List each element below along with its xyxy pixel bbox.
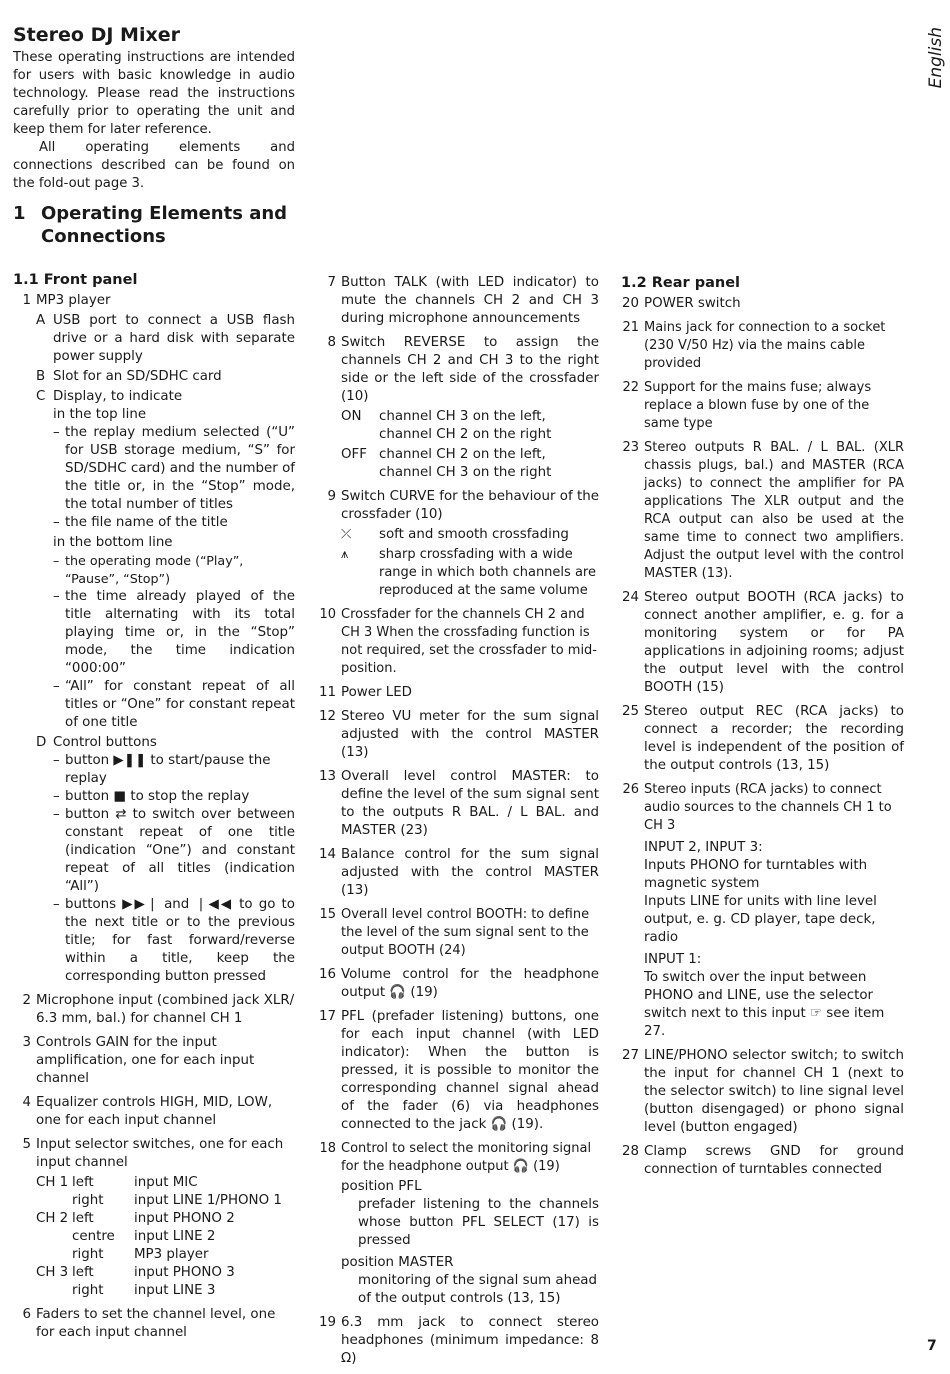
list-item: 19 6.3 mm jack to connect stereo headphones (minimum impedance: 8 Ω) bbox=[318, 1315, 599, 1366]
list-item: 15 Overall level control BOOTH: to define the level of the sum signal sent to the output BOOTH (24) bbox=[319, 907, 590, 958]
position-label: position MASTER bbox=[341, 1255, 454, 1270]
detail-item: – the operating mode (“Play”, “Pause”, “Stop”) bbox=[53, 552, 295, 588]
list-item: 6 Faders to set the channel level, one for each input channel bbox=[22, 1307, 276, 1340]
display-details bbox=[53, 406, 295, 732]
list-item: 3 Controls GAIN for the input amplification, one for each input channel bbox=[22, 1035, 255, 1086]
detail-item: – the file name of the title bbox=[53, 514, 295, 532]
subsection-heading: 1.1 Front panel bbox=[13, 272, 138, 288]
selector-table: CH 1 left input MIC right input LINE 1/PHONO 1 CH 2 left input PHONO 2 centre input LINE 2 right MP3 player CH 3 left input PHONO 3 right input LINE 3 bbox=[36, 1175, 282, 1298]
curve-soft-icon: ⤫ bbox=[341, 527, 352, 542]
list-item: 16 Volume control for the headphone output 🎧 (19) bbox=[318, 967, 599, 1000]
list-item: 11 Power LED bbox=[318, 685, 412, 700]
list-item: 25 Stereo output REC (RCA jacks) to connect a recorder; the recording level is independent of the position of the output controls (13, 15) bbox=[621, 704, 904, 773]
list-item: 14 Balance control for the sum signal adjusted with the control MASTER (13) bbox=[318, 847, 599, 898]
inputs-label: INPUT 2, INPUT 3: bbox=[644, 840, 763, 855]
list-item: 9 Switch CURVE for the behaviour of the crossfader (10) bbox=[327, 489, 599, 522]
list-item: 5 Input selector switches, one for each input channel bbox=[22, 1137, 284, 1170]
column-front-panel bbox=[13, 272, 295, 1348]
detail-item: – “All” for constant repeat of all titles or “One” for constant repeat of one title bbox=[53, 678, 295, 732]
sub-item: A USB port to connect a USB flash drive or a hard disk with separate power supply bbox=[36, 313, 295, 364]
sub-item: C Display, to indicate bbox=[36, 389, 183, 404]
list-item: 10 Crossfader for the channels CH 2 and CH 3 When the crossfading function is not required, set the crossfader to mid-position. bbox=[319, 607, 598, 676]
detail-item: – the time already played of the title alternating with its total playing time or, in the “Stop” mode, the time indication “000:00” bbox=[53, 588, 295, 678]
intro-text bbox=[13, 49, 295, 193]
list-item: 2 Microphone input (combined jack XLR/ 6.3 mm, bal.) for channel CH 1 bbox=[22, 993, 295, 1026]
column-middle bbox=[318, 274, 599, 1374]
inputs-description: Inputs PHONO for turntables with magnetic system bbox=[644, 858, 868, 891]
list-item: 18 Control to select the monitoring signal for the headphone output 🎧 (19) bbox=[319, 1141, 592, 1174]
list-item: 27 LINE/PHONO selector switch; to switch the input for channel CH 1 (next to the selector switch) to line signal level (button disengaged) or phono signal level (button engaged) bbox=[621, 1048, 904, 1135]
list-item: 26 Stereo inputs (RCA jacks) to connect audio sources to the channels CH 1 to CH 3 bbox=[622, 782, 892, 833]
list-item: 23 Stereo outputs R BAL. / L BAL. (XLR chassis plugs, bal.) and MASTER (RCA jacks) to connect the amplifier for PA applications The XLR output and the RCA output can also be used at the same time to connect two amplifiers. Adjust the output level with the control MASTER (13). bbox=[622, 440, 904, 581]
intro-paragraph: All operating elements and connections described can be found on the fold-out page 3. bbox=[13, 140, 295, 191]
section-title: Operating Elements and Connections bbox=[41, 203, 288, 247]
intro-paragraph: These operating instructions are intended for users with basic knowledge in audio technology. Please read the instructions carefully prior to operating the unit and keep them for later reference. bbox=[13, 50, 295, 137]
control-buttons-list bbox=[53, 752, 295, 986]
list-item: 17 PFL (prefader listening) buttons, one for each input channel (with LED indicator): When the button is pressed, it is possible to monitor the corresponding channel signal ahead of the fader (6) via headphones connected to the jack 🎧 (19). bbox=[318, 1009, 599, 1132]
page-title: Stereo DJ Mixer bbox=[13, 24, 180, 46]
list-item: 1 MP3 player bbox=[22, 293, 111, 308]
position-label: position PFL bbox=[341, 1179, 422, 1194]
reverse-on-row: ON channel CH 3 on the left, channel CH 2 on the right bbox=[341, 409, 552, 442]
detail-item: – the replay medium selected (“U” for USB storage medium, “S” for SD/SDHC card) and the number of the title or, in the “Stop” mode, the total number of titles bbox=[53, 424, 295, 514]
language-tab: English bbox=[926, 27, 946, 89]
sub-item: D Control buttons bbox=[36, 735, 157, 750]
inputs-description: Inputs LINE for units with line level output, e. g. CD player, tape deck, radio bbox=[644, 894, 877, 945]
page-number: 7 bbox=[927, 1338, 937, 1354]
list-item: 20 POWER switch bbox=[621, 296, 741, 311]
detail-item: – buttons ▶▶❘ and ❘◀◀ to go to the next title or to the previous title; for fast forward/reverse within a title, keep the corresponding button pressed bbox=[53, 896, 295, 986]
position-description: prefader listening to the channels whose button PFL SELECT (17) is pressed bbox=[358, 1197, 599, 1248]
curve-sharp-row: ⩚ sharp crossfading with a wide range in which both channels are reproduced at the same volume bbox=[341, 547, 596, 598]
column-rear-panel bbox=[621, 275, 904, 1185]
section-heading bbox=[13, 202, 295, 248]
subsection-heading: 1.2 Rear panel bbox=[621, 275, 741, 291]
detail-item: – button ▶❚❚ to start/pause the replay bbox=[53, 752, 295, 788]
label-top-line: in the top line bbox=[53, 407, 147, 422]
list-item: 7 Button TALK (with LED indicator) to mute the channels CH 2 and CH 3 during microphone announcements bbox=[327, 275, 599, 326]
detail-item: – button ■ to stop the replay bbox=[53, 788, 295, 806]
section-number: 1 bbox=[13, 203, 26, 224]
monitor-positions bbox=[341, 1178, 599, 1308]
list-item: 8 Switch REVERSE to assign the channels CH 2 and CH 3 to the right side or the left side of the crossfader (10) bbox=[327, 335, 599, 404]
list-item: 13 Overall level control MASTER: to define the level of the sum signal sent to the outputs R BAL. / L BAL. and MASTER (23) bbox=[318, 769, 599, 838]
list-item: 4 Equalizer controls HIGH, MID, LOW, one for each input channel bbox=[22, 1095, 273, 1128]
label-bottom-line: in the bottom line bbox=[53, 535, 173, 550]
reverse-off-row: OFF channel CH 2 on the left, channel CH 3 on the right bbox=[341, 447, 552, 480]
inputs-label: INPUT 1: bbox=[644, 952, 702, 967]
position-description: monitoring of the signal sum ahead of the output controls (13, 15) bbox=[358, 1273, 598, 1306]
detail-item: – button ⇄ to switch over between constant repeat of one title (indication “One”) and constant repeat of all titles (indication “All”) bbox=[53, 806, 295, 896]
inputs-details bbox=[644, 839, 904, 1041]
list-item: 28 Clamp screws GND for ground connection of turntables connected bbox=[621, 1144, 904, 1177]
curve-soft-row: ⤫ soft and smooth crossfading bbox=[341, 527, 569, 542]
list-item: 12 Stereo VU meter for the sum signal adjusted with the control MASTER (13) bbox=[318, 709, 599, 760]
curve-sharp-icon: ⩚ bbox=[341, 547, 349, 562]
list-item: 24 Stereo output BOOTH (RCA jacks) to connect another amplifier, e. g. for a monitoring system or for PA applications in adjoining rooms; adjust the output level with the control BOOTH (15) bbox=[621, 590, 904, 695]
list-item: 22 Support for the mains fuse; always replace a blown fuse by one of the same type bbox=[622, 380, 872, 431]
inputs-description: To switch over the input between PHONO and LINE, use the selector switch next to this input ☞ see item 27. bbox=[644, 970, 885, 1039]
list-item: 21 Mains jack for connection to a socket (230 V/50 Hz) via the mains cable provided bbox=[622, 320, 886, 371]
sub-item: B Slot for an SD/SDHC card bbox=[36, 369, 222, 384]
